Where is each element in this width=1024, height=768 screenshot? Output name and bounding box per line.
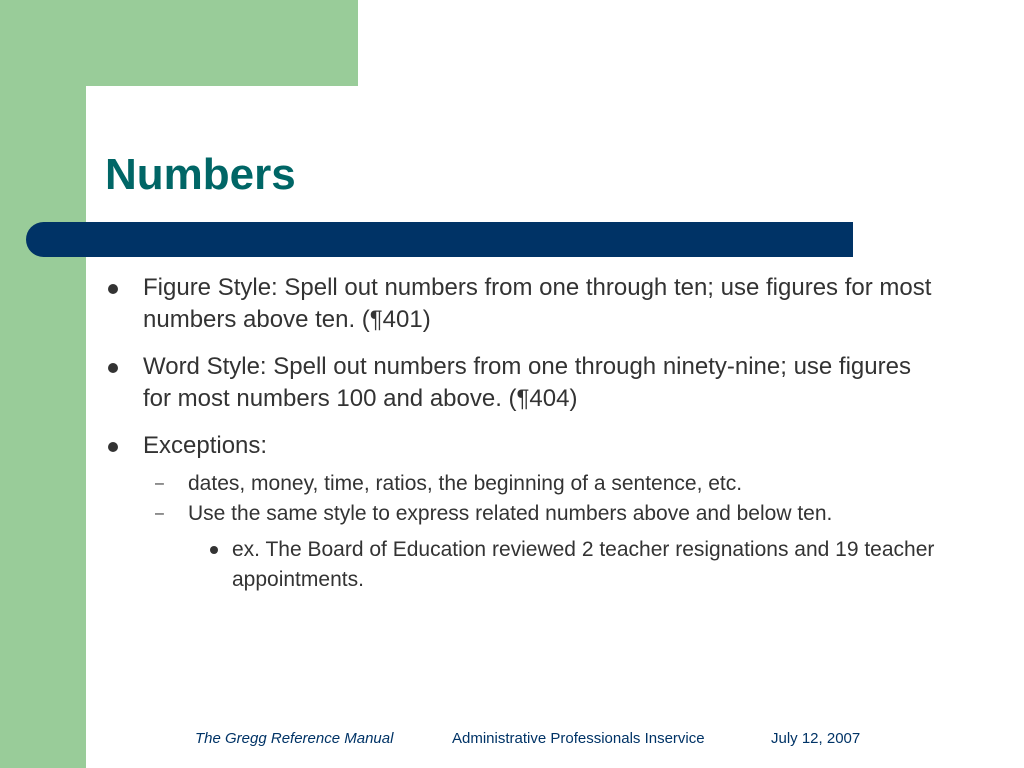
footer-date: July 12, 2007 <box>771 730 861 747</box>
green-accent-left <box>0 0 86 768</box>
bullet-list <box>100 272 940 595</box>
bullet-text: Word Style: Spell out numbers from one through ninety-nine; use figures for most numbers 100 and above. (¶404) <box>143 353 911 412</box>
sub-sub-bullet-text: ex. The Board of Education reviewed 2 teacher resignations and 19 teacher appointments. <box>232 538 935 591</box>
bullet-dot-icon <box>108 442 118 452</box>
green-accent-top <box>0 0 358 86</box>
slide-title: Numbers <box>105 150 296 199</box>
sub-bullet-text: Use the same style to express related numbers above and below ten. <box>188 502 833 525</box>
bullet-dot-icon <box>210 546 218 554</box>
bullet-text: Exceptions: <box>143 432 268 459</box>
bullet-item <box>100 430 940 462</box>
sub-bullet-text: dates, money, time, ratios, the beginning of a sentence, etc. <box>188 472 743 495</box>
sub-bullet-item <box>143 499 940 529</box>
sub-bullet-item <box>143 469 940 499</box>
bullet-text: Figure Style: Spell out numbers from one through ten; use figures for most numbers above ten. (¶401) <box>143 274 932 333</box>
bullet-dot-icon <box>108 363 118 373</box>
bullet-item <box>100 351 940 415</box>
footer-source: The Gregg Reference Manual <box>195 730 394 747</box>
title-underline-bar <box>26 222 853 257</box>
dash-icon: – <box>155 505 164 522</box>
slide-footer <box>0 729 1024 749</box>
bullet-dot-icon <box>108 284 118 294</box>
sub-sub-bullet-item <box>188 535 940 595</box>
dash-icon: – <box>155 475 164 492</box>
footer-event: Administrative Professionals Inservice <box>452 730 705 747</box>
bullet-item <box>100 272 940 336</box>
